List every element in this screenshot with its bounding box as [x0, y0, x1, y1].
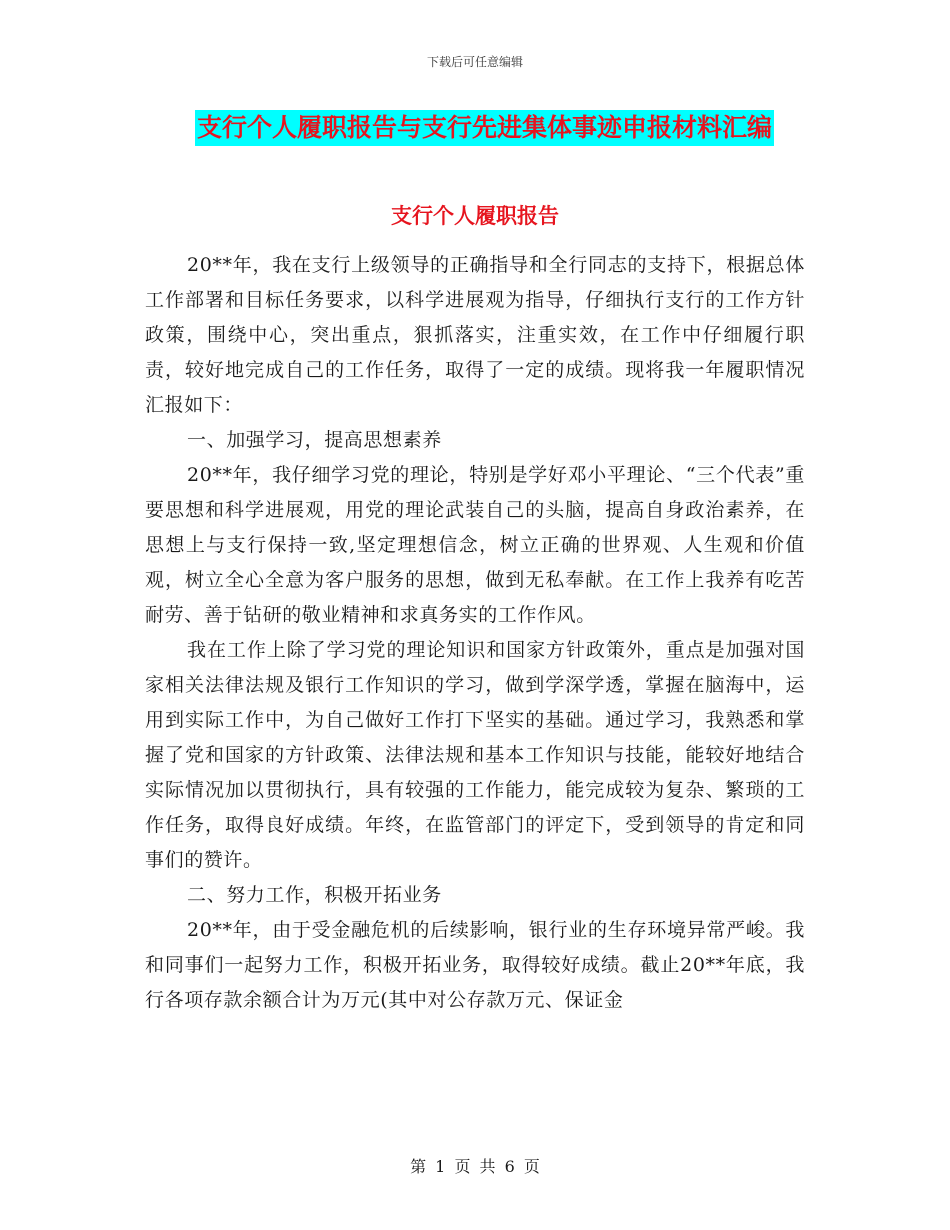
heading-study: 一、加强学习，提高思想素养 [187, 429, 442, 451]
heading-work: 二、努力工作，积极开拓业务 [187, 884, 442, 906]
page-footer: 第 1 页 共 6 页 [410, 1157, 540, 1176]
body-text [145, 248, 805, 1018]
paragraph-work: 20**年，由于受金融危机的后续影响，银行业的生存环境异常严峻。我和同事们一起努力工作，积极开拓业务，取得较好成绩。截止20**年底，我行各项存款余额合计为万元(其中对公存款万元、保证金 [145, 919, 805, 1011]
main-title-container [195, 110, 774, 148]
section-title: 支行个人履职报告 [391, 204, 559, 228]
header-note: 下载后可任意编辑 [426, 55, 523, 69]
paragraph-study: 20**年，我仔细学习党的理论，特别是学好邓小平理论、“三个代表”重要思想和科学进展观，用党的理论武装自己的头脑，提高自身政治素养，在思想上与支行保持一致,坚定理想信念，树立正确的世界观、人生观和价值观，树立全心全意为客户服务的思想，做到无私奉献。在工作上我养有吃苦耐劳、善于钻研的敬业精神和求真务实的工作作风。 [145, 464, 805, 626]
paragraph-intro: 20**年，我在支行上级领导的正确指导和全行同志的支持下，根据总体工作部署和目标任务要求，以科学进展观为指导，仔细执行支行的工作方针政策，围绕中心，突出重点，狠抓落实，注重实效，在工作中仔细履行职责，较好地完成自己的工作任务，取得了一定的成绩。现将我一年履职情况汇报如下： [145, 254, 805, 416]
main-title: 支行个人履职报告与支行先进集体事迹申报材料汇编 [195, 110, 774, 146]
paragraph-knowledge: 我在工作上除了学习党的理论知识和国家方针政策外，重点是加强对国家相关法律法规及银行工作知识的学习，做到学深学透，掌握在脑海中，运用到实际工作中，为自己做好工作打下坚实的基础。通过学习，我熟悉和掌握了党和国家的方针政策、法律法规和基本工作知识与技能，能较好地结合实际情况加以贯彻执行，具有较强的工作能力，能完成较为复杂、繁琐的工作任务，取得良好成绩。年终，在监管部门的评定下，受到领导的肯定和同事们的赞许。 [145, 639, 805, 871]
